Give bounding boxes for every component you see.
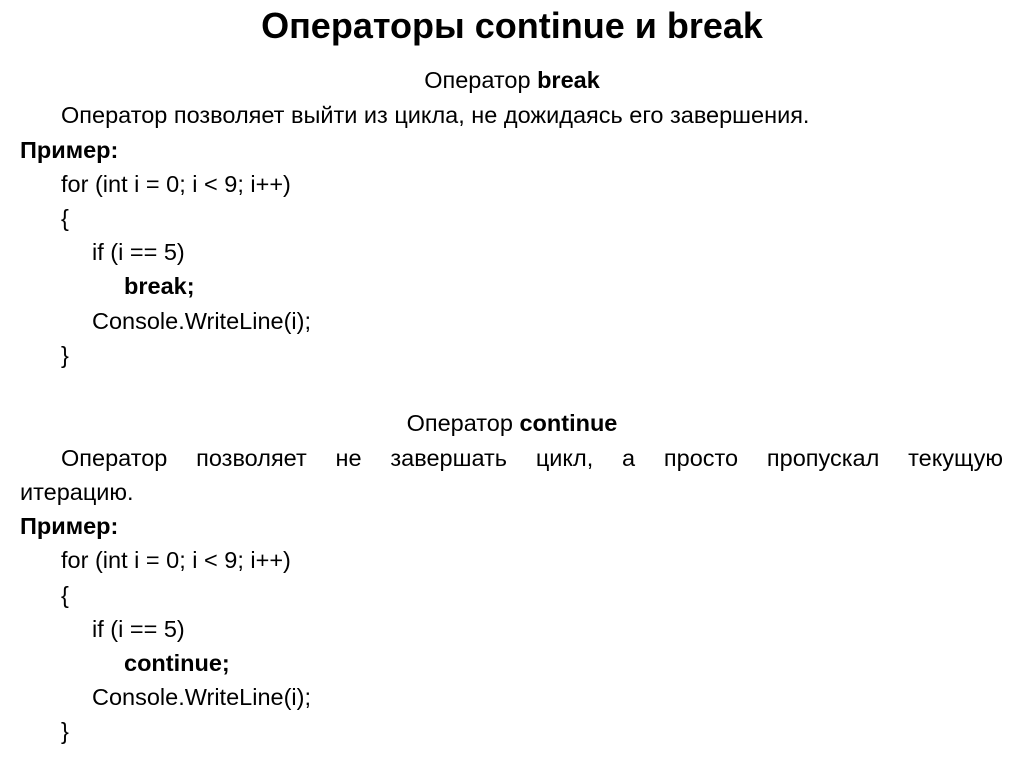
continue-code-if-line: if (i == 5) bbox=[92, 616, 185, 642]
break-code-if-line: if (i == 5) bbox=[92, 239, 185, 265]
continue-code-for-line: for (int i = 0; i < 9; i++) bbox=[61, 547, 291, 573]
continue-description-line1: Оператор позволяет не завершать цикл, а просто пропускал текущую bbox=[61, 445, 1003, 471]
break-code-for-line: for (int i = 0; i < 9; i++) bbox=[61, 171, 291, 197]
slide-title: Операторы continue и break bbox=[261, 5, 763, 46]
continue-heading bbox=[0, 409, 1024, 437]
break-heading-keyword: break bbox=[537, 67, 600, 93]
continue-description-line2: итерацию. bbox=[20, 479, 134, 505]
break-description: Оператор позволяет выйти из цикла, не дожидаясь его завершения. bbox=[61, 102, 810, 128]
continue-code-close-brace: } bbox=[61, 718, 69, 744]
continue-code-open-brace: { bbox=[61, 582, 69, 608]
break-code-keyword-line: break; bbox=[124, 273, 195, 299]
break-heading bbox=[0, 66, 1024, 94]
break-heading-prefix: Оператор bbox=[424, 67, 538, 93]
continue-heading-keyword: continue bbox=[519, 410, 618, 436]
break-code-open-brace: { bbox=[61, 205, 69, 231]
break-example-label: Пример: bbox=[20, 137, 119, 163]
continue-code-write-line: Console.WriteLine(i); bbox=[92, 684, 311, 710]
break-code-close-brace: } bbox=[61, 342, 69, 368]
break-code-write-line: Console.WriteLine(i); bbox=[92, 308, 311, 334]
continue-example-label: Пример: bbox=[20, 513, 119, 539]
continue-heading-prefix: Оператор bbox=[406, 410, 520, 436]
continue-code-keyword-line: continue; bbox=[124, 650, 230, 676]
